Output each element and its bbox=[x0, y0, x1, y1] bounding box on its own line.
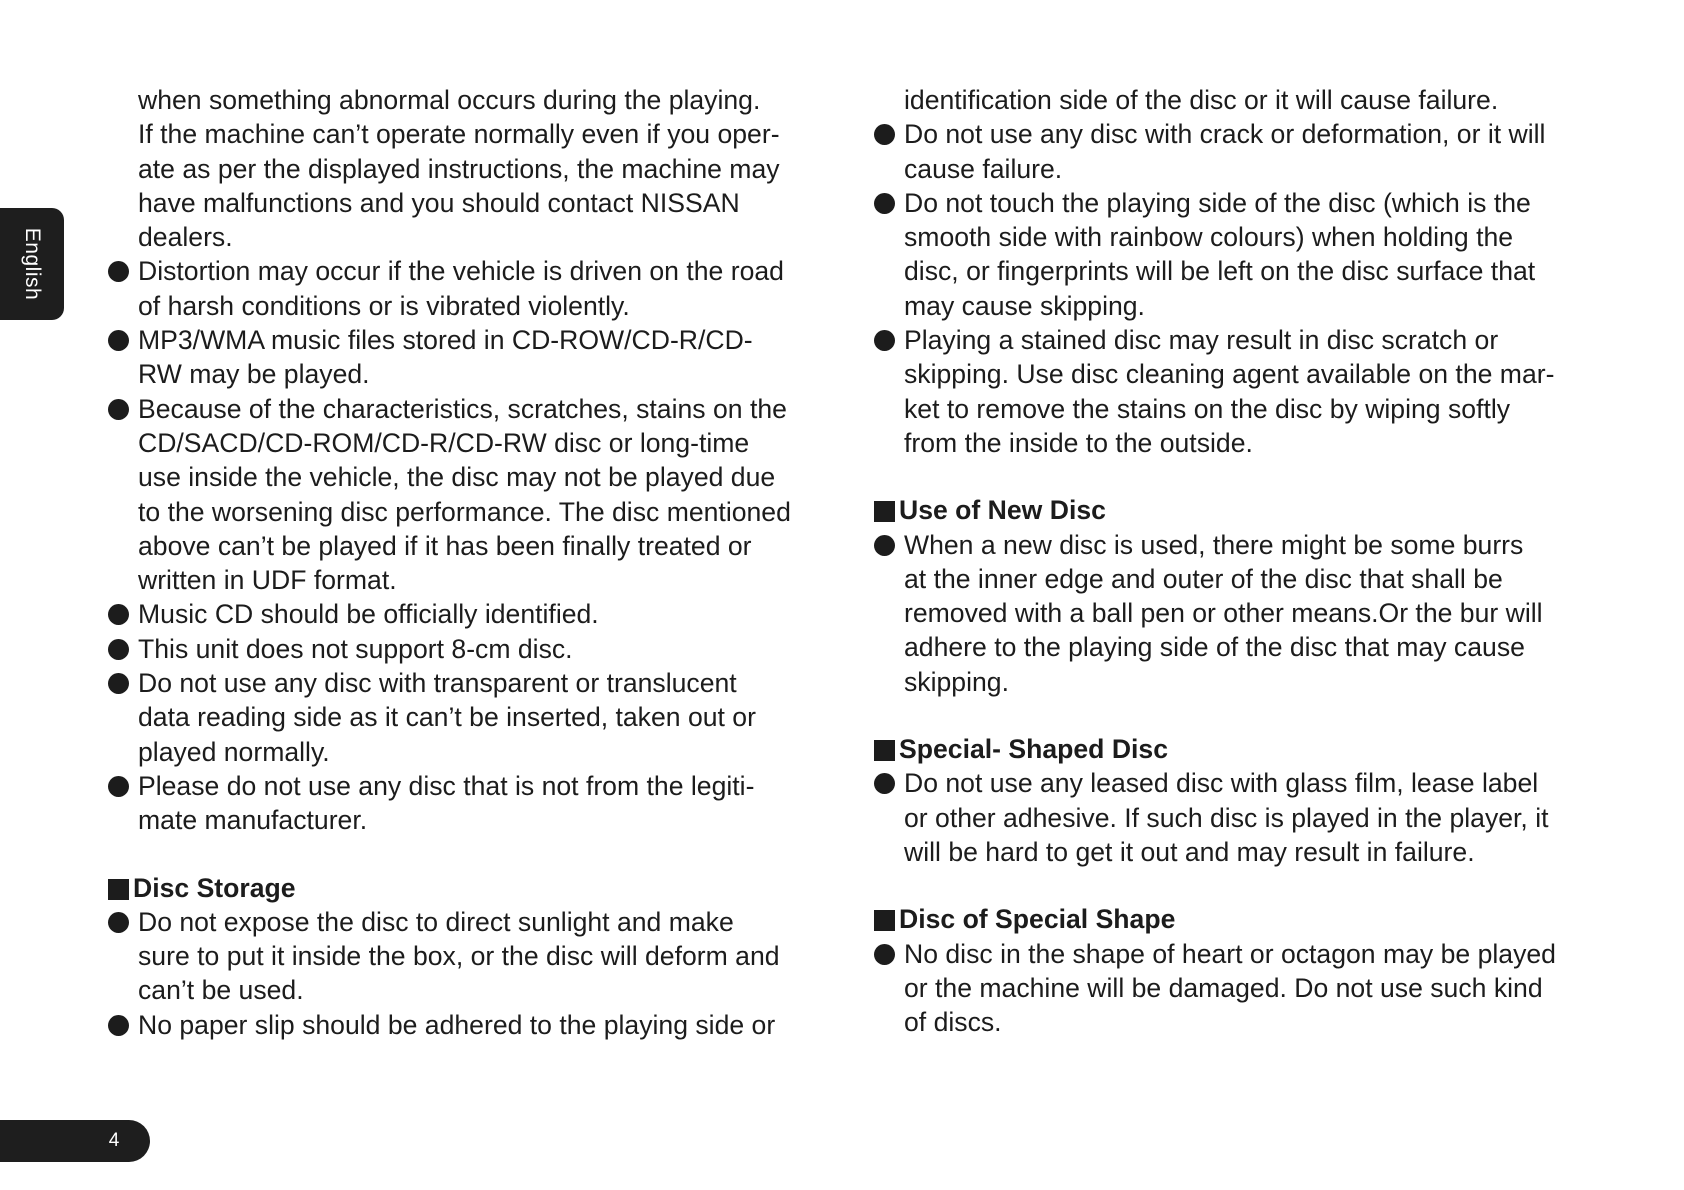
text-line bbox=[874, 426, 1614, 460]
bullet-item-line bbox=[108, 254, 838, 288]
line-text: at the inner edge and outer of the disc that shall be bbox=[904, 563, 1503, 594]
bullet-item-line bbox=[108, 597, 838, 631]
square-bullet-icon bbox=[874, 740, 895, 761]
page-number-tab bbox=[0, 1120, 150, 1162]
line-text: to the worsening disc performance. The disc mentioned bbox=[138, 496, 791, 527]
text-line bbox=[108, 973, 838, 1007]
line-text: If the machine can’t operate normally even if you oper- bbox=[138, 119, 780, 150]
text-line bbox=[874, 220, 1614, 254]
paragraph-gap bbox=[874, 460, 1614, 493]
line-text: dealers. bbox=[138, 222, 233, 253]
text-line bbox=[108, 186, 838, 220]
section-heading bbox=[108, 871, 838, 905]
bullet-dot-icon bbox=[108, 912, 129, 933]
line-text: Do not use any disc with transparent or translucent bbox=[138, 668, 737, 699]
line-text: have malfunctions and you should contact NISSAN bbox=[138, 187, 740, 218]
text-line bbox=[874, 289, 1614, 323]
text-line bbox=[874, 665, 1614, 699]
line-text: adhere to the playing side of the disc that may cause bbox=[904, 632, 1525, 663]
section-heading-text: Disc Storage bbox=[133, 872, 296, 903]
bullet-dot-icon bbox=[874, 773, 895, 794]
bullet-dot-icon bbox=[108, 261, 129, 282]
text-line bbox=[108, 563, 838, 597]
language-label: English bbox=[21, 227, 44, 301]
bullet-dot-icon bbox=[108, 399, 129, 420]
text-line bbox=[108, 289, 838, 323]
line-text: removed with a ball pen or other means.Or the bur will bbox=[904, 598, 1543, 629]
bullet-item-line bbox=[108, 769, 838, 803]
text-line bbox=[108, 939, 838, 973]
bullet-item-line bbox=[874, 186, 1614, 220]
bullet-item-line bbox=[874, 766, 1614, 800]
text-line bbox=[108, 426, 838, 460]
line-text: No paper slip should be adhered to the playing side or bbox=[138, 1009, 776, 1040]
bullet-item-line bbox=[874, 528, 1614, 562]
line-text: Do not use any leased disc with glass film, lease label bbox=[904, 768, 1539, 799]
bullet-item-line bbox=[108, 666, 838, 700]
bullet-item-line bbox=[874, 937, 1614, 971]
line-text: Do not touch the playing side of the disc (which is the bbox=[904, 187, 1531, 218]
line-text: can’t be used. bbox=[138, 975, 304, 1006]
bullet-item-line bbox=[108, 392, 838, 426]
text-line bbox=[874, 835, 1614, 869]
square-bullet-icon bbox=[874, 501, 895, 522]
text-line bbox=[108, 460, 838, 494]
bullet-dot-icon bbox=[108, 673, 129, 694]
text-line bbox=[108, 495, 838, 529]
text-line bbox=[874, 971, 1614, 1005]
text-line bbox=[874, 1005, 1614, 1039]
line-text: Playing a stained disc may result in disc scratch or bbox=[904, 325, 1499, 356]
text-line bbox=[874, 630, 1614, 664]
section-heading-text: Special- Shaped Disc bbox=[899, 734, 1168, 765]
line-text: from the inside to the outside. bbox=[904, 427, 1253, 458]
line-text: above can’t be played if it has been finally treated or bbox=[138, 530, 752, 561]
bullet-item-line bbox=[874, 323, 1614, 357]
bullet-dot-icon bbox=[874, 944, 895, 965]
line-text: cause failure. bbox=[904, 153, 1063, 184]
text-line bbox=[108, 357, 838, 391]
text-line bbox=[108, 803, 838, 837]
line-text: Do not expose the disc to direct sunlight and make bbox=[138, 906, 734, 937]
left-column bbox=[108, 83, 838, 1042]
section-heading bbox=[874, 732, 1614, 766]
line-text: ate as per the displayed instructions, the machine may bbox=[138, 153, 780, 184]
text-line bbox=[108, 152, 838, 186]
square-bullet-icon bbox=[108, 879, 129, 900]
right-column bbox=[874, 83, 1614, 1039]
line-text: may cause skipping. bbox=[904, 290, 1145, 321]
section-heading bbox=[874, 902, 1614, 936]
line-text: or other adhesive. If such disc is played in the player, it bbox=[904, 802, 1549, 833]
square-bullet-icon bbox=[874, 910, 895, 931]
bullet-dot-icon bbox=[874, 193, 895, 214]
bullet-dot-icon bbox=[108, 330, 129, 351]
bullet-item-line bbox=[108, 905, 838, 939]
section-heading-text: Use of New Disc bbox=[899, 495, 1106, 526]
line-text: disc, or fingerprints will be left on the disc surface that bbox=[904, 256, 1536, 287]
line-text: Because of the characteristics, scratches, stains on the bbox=[138, 393, 787, 424]
bullet-item-line bbox=[108, 632, 838, 666]
text-line bbox=[108, 83, 838, 117]
line-text: skipping. Use disc cleaning agent available on the mar- bbox=[904, 359, 1555, 390]
text-line bbox=[874, 254, 1614, 288]
line-text: of discs. bbox=[904, 1007, 1002, 1038]
bullet-item-line bbox=[108, 323, 838, 357]
text-line bbox=[874, 392, 1614, 426]
line-text: This unit does not support 8-cm disc. bbox=[138, 633, 573, 664]
paragraph-gap bbox=[108, 838, 838, 871]
line-text: Music CD should be officially identified. bbox=[138, 599, 599, 630]
text-line bbox=[108, 529, 838, 563]
paragraph-gap bbox=[874, 699, 1614, 732]
bullet-item-line bbox=[874, 117, 1614, 151]
text-line bbox=[108, 220, 838, 254]
line-text: played normally. bbox=[138, 736, 330, 767]
line-text: ket to remove the stains on the disc by wiping softly bbox=[904, 393, 1511, 424]
text-line bbox=[874, 152, 1614, 186]
text-line bbox=[874, 596, 1614, 630]
line-text: written in UDF format. bbox=[138, 565, 397, 596]
line-text: Distortion may occur if the vehicle is driven on the road bbox=[138, 256, 784, 287]
bullet-dot-icon bbox=[108, 604, 129, 625]
line-text: or the machine will be damaged. Do not use such kind bbox=[904, 972, 1543, 1003]
line-text: Please do not use any disc that is not from the legiti- bbox=[138, 770, 755, 801]
text-line bbox=[874, 562, 1614, 596]
line-text: Do not use any disc with crack or deformation, or it will bbox=[904, 119, 1546, 150]
bullet-dot-icon bbox=[874, 535, 895, 556]
line-text: identification side of the disc or it will cause failure. bbox=[904, 85, 1499, 115]
line-text: use inside the vehicle, the disc may not be played due bbox=[138, 462, 776, 493]
text-line bbox=[108, 700, 838, 734]
text-line bbox=[108, 735, 838, 769]
line-text: when something abnormal occurs during the playing. bbox=[138, 85, 761, 115]
line-text: sure to put it inside the box, or the disc will deform and bbox=[138, 941, 780, 972]
bullet-dot-icon bbox=[874, 124, 895, 145]
section-heading-text: Disc of Special Shape bbox=[899, 904, 1176, 935]
bullet-dot-icon bbox=[874, 330, 895, 351]
line-text: When a new disc is used, there might be some burrs bbox=[904, 529, 1524, 560]
language-tab bbox=[0, 208, 64, 320]
text-line bbox=[108, 117, 838, 151]
line-text: smooth side with rainbow colours) when holding the bbox=[904, 222, 1514, 253]
line-text: of harsh conditions or is vibrated violently. bbox=[138, 290, 630, 321]
bullet-item-line bbox=[108, 1008, 838, 1042]
line-text: mate manufacturer. bbox=[138, 805, 368, 836]
line-text: CD/SACD/CD-ROM/CD-R/CD-RW disc or long-time bbox=[138, 427, 750, 458]
line-text: MP3/WMA music files stored in CD-ROW/CD-R/CD- bbox=[138, 325, 753, 356]
line-text: data reading side as it can’t be inserted, taken out or bbox=[138, 702, 756, 733]
paragraph-gap bbox=[874, 869, 1614, 902]
text-line bbox=[874, 801, 1614, 835]
bullet-dot-icon bbox=[108, 1015, 129, 1036]
text-line bbox=[874, 357, 1614, 391]
line-text: No disc in the shape of heart or octagon may be played bbox=[904, 938, 1556, 969]
text-line bbox=[874, 83, 1614, 117]
bullet-dot-icon bbox=[108, 776, 129, 797]
line-text: will be hard to get it out and may result in failure. bbox=[904, 836, 1475, 867]
line-text: skipping. bbox=[904, 666, 1009, 697]
section-heading bbox=[874, 493, 1614, 527]
page-number: 4 bbox=[108, 1130, 120, 1151]
bullet-dot-icon bbox=[108, 639, 129, 660]
line-text: RW may be played. bbox=[138, 359, 370, 390]
